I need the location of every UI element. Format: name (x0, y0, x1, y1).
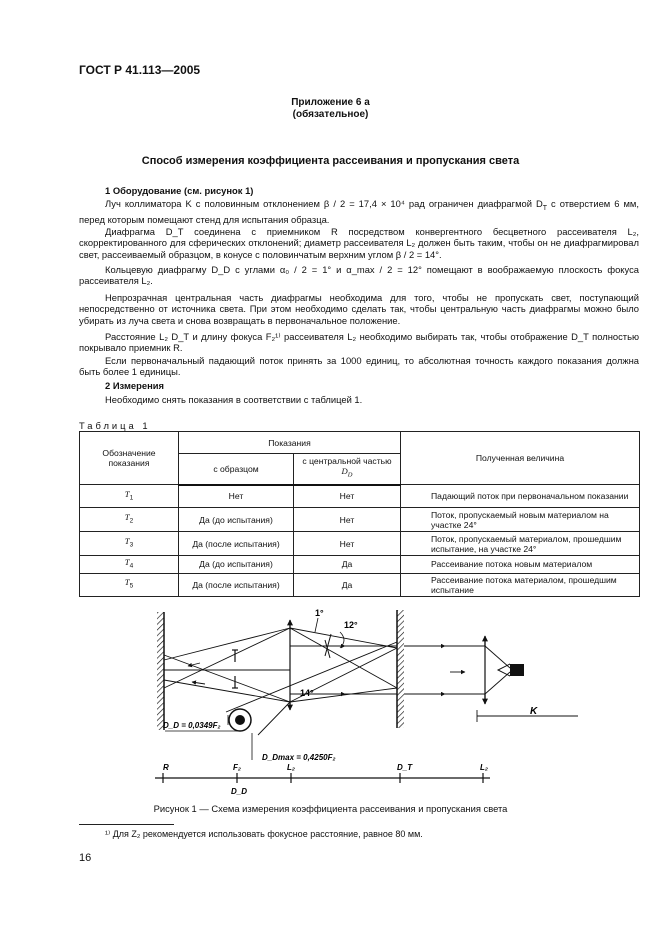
measurement-table (79, 431, 640, 597)
section1-p5: Расстояние L₂ D_T и длину фокуса F₂¹⁾ рассеивателя L₂ необходимо выбирать так, чтобы отображение D_T полностью покрывало приемник R. (79, 331, 639, 354)
axis-label-dt: D_T (397, 763, 413, 772)
axis-label-l2: L₂ (287, 763, 295, 772)
section1-p4: Непрозрачная центральная часть диафрагмы необходима для того, чтобы не пропускать свет, поступающий непосредственно от источника света. При этом необходимо сделать так, чтобы центральную часть диафрагмы можно было убирать из луча света и снова возвращать в первоначальное положение. (79, 292, 639, 326)
angle-14-label: 14° (300, 688, 314, 698)
section1-p3: Кольцевую диафрагму D_D с углами α₀ / 2 = 1° и α_max / 2 = 12° помещают в воображаемую плоскость фокуса рассеивателя L₂. (79, 264, 639, 287)
collimator-k-dimension (477, 710, 578, 722)
header-designation: Обозначение показания (80, 432, 179, 485)
table-row: $T_5$ Да (после испытания) Да Рассеивание потока материалом, прошедшим испытание (80, 573, 640, 596)
axis-label-r: R (163, 763, 169, 772)
document-title: Способ измерения коэффициента рассеивания и пропускания света (141, 155, 520, 167)
section1-heading: 1 Оборудование (см. рисунок 1) (105, 185, 254, 196)
dd-detail (165, 709, 252, 760)
diaphragm-dt (397, 610, 404, 728)
header-with-sample: с образцом (179, 454, 294, 485)
optical-scheme-diagram (0, 600, 661, 800)
table-caption: Таблица 1 (79, 420, 151, 431)
footnote: ¹⁾ Для Z₂ рекомендуется использовать фокусное расстояние, равное 80 мм. (105, 829, 423, 839)
table-row: $T_4$ Да (до испытания) Да Рассеивание потока новым материалом (80, 556, 640, 574)
label-k: K (530, 706, 538, 717)
annex-note: (обязательное) (292, 109, 369, 120)
receiver-wall (157, 612, 164, 730)
angle-12-label: 12° (344, 620, 358, 630)
header-readings: Показания (179, 432, 401, 454)
header-with-center: с центральной частью $D_D$ (294, 454, 401, 485)
section2-heading: 2 Измерения (105, 380, 164, 391)
table-row: $T_2$ Да (до испытания) Нет Поток, пропускаемый новым материалом на участке 24° (80, 508, 640, 532)
section1-p6: Если первоначальный падающий поток принять за 1000 единиц, то абсолютная точность каждого показания должна быть более 1 единицы. (79, 355, 639, 378)
axis-label-dd: D_D (231, 787, 248, 796)
table-row: $T_1$ Нет Нет Падающий поток при первоначальном показании (80, 485, 640, 508)
section2-p1: Необходимо снять показания в соответствии с таблицей 1. (105, 394, 363, 405)
position-axis (155, 773, 490, 783)
ddmax-formula: D_Dmax = 0,4250F₂ (262, 753, 336, 762)
doc-code: ГОСТ Р 41.113—2005 (79, 63, 201, 77)
axis-label-f2: F₂ (233, 763, 241, 772)
header-result: Полученная величина (401, 432, 640, 485)
section1-p1: Луч коллиматора K с половинным отклонением β / 2 = 17,4 × 10⁴ рад ограничен диафрагмой $D_T$ с отверстием 6 мм, перед которым помещают стенд для испытания образца. (79, 198, 639, 226)
page-number: 16 (79, 852, 92, 864)
table-row: $T_3$ Да (после испытания) Нет Поток, пропускаемый материалом, прошедшим испытание, на участке 24° (80, 532, 640, 556)
figure-caption: Рисунок 1 — Схема измерения коэффициента рассеивания и пропускания света (153, 803, 508, 814)
dd-formula: D_D = 0,0349F₂ (163, 721, 221, 730)
axis-label-l2-right: L₂ (480, 763, 488, 772)
footnote-separator (79, 824, 174, 825)
angle-1-label: 1° (315, 608, 324, 618)
light-rays (164, 628, 510, 735)
annex-title: Приложение 6 а (291, 97, 370, 108)
section1-p2: Диафрагма D_T соединена с приемником R посредством конвергентного бесцветного рассеивателя L₂, скорректированного для сферических отклонений; диаметр рассеивателя L₂ должен быть таким, чтобы он не диафрагмировал свет, рассеиваемый образцом, в конусе с половинчатым верхним углом β / 2 = 14°. (79, 226, 639, 260)
light-source (498, 664, 524, 676)
